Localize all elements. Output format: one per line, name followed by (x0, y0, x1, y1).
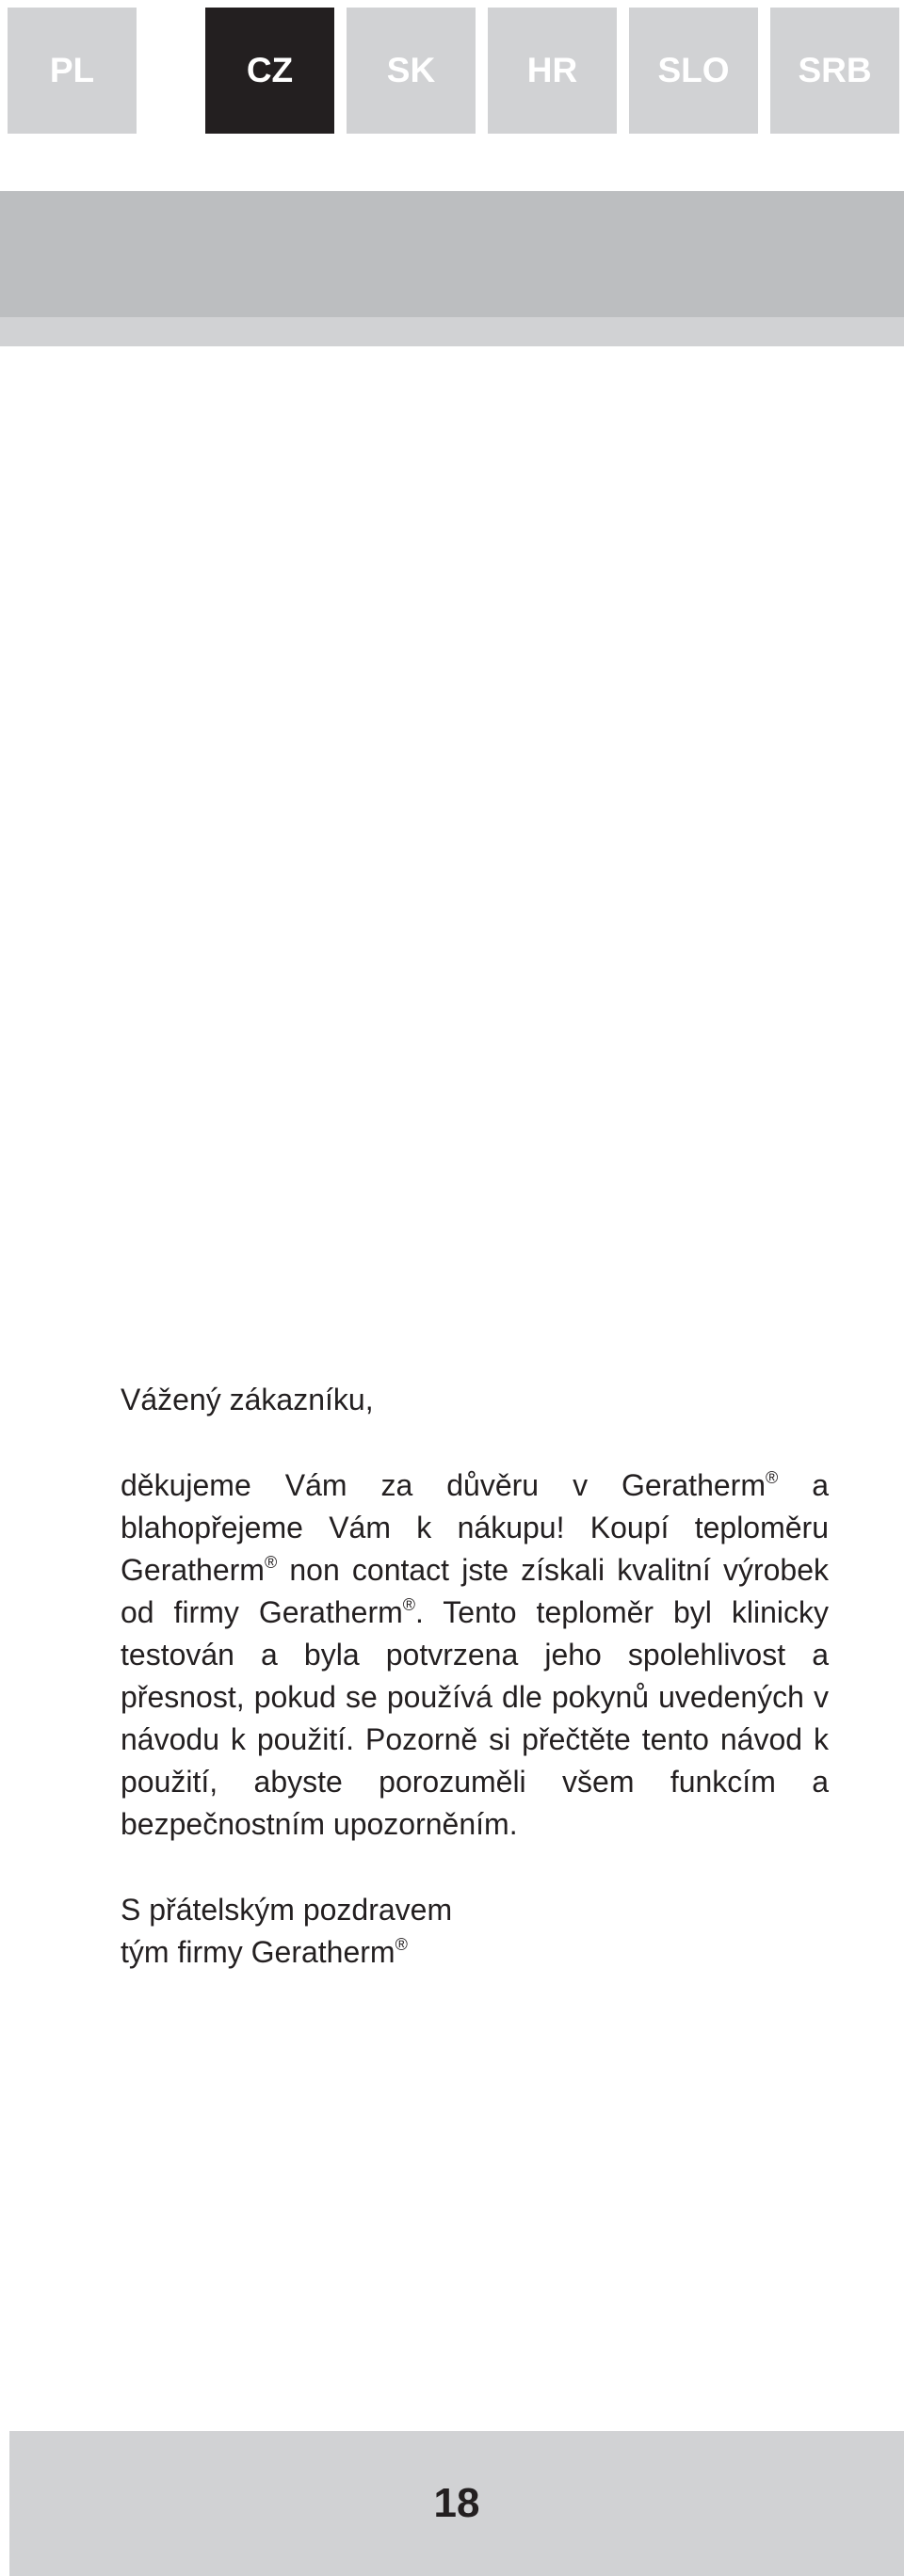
page-number: 18 (433, 2480, 480, 2526)
tab-sk[interactable]: SK (347, 8, 476, 134)
letter-content (121, 1379, 829, 1974)
clinical-test-text: Tento teploměr byl klinicky testován a byla potvrzena jeho spolehlivost a přesnost, pokud se používá dle pokynů uvedených v návodu k použití. (121, 1595, 829, 1756)
purchase-text-b: non contact jste získali kvalitní výrobek od firmy Geratherm (121, 1553, 829, 1629)
tab-hr[interactable]: HR (488, 8, 617, 134)
registered-mark: ® (402, 1595, 416, 1614)
registered-mark: ® (765, 1468, 779, 1487)
signoff-team: tým firmy Geratherm (121, 1935, 396, 1969)
footer-band (9, 2431, 904, 2576)
header-band (0, 191, 904, 317)
thanks-text-a: děkujeme Vám za důvěru v Geratherm (121, 1468, 766, 1502)
purchase-text-a: Koupí teploměru Geratherm (121, 1511, 830, 1587)
letter-body (121, 1464, 829, 1846)
tab-pl[interactable]: PL (8, 8, 137, 134)
tab-srb[interactable]: SRB (770, 8, 899, 134)
thanks-text-b: a blahopřejeme Vám k nákupu! (121, 1468, 829, 1544)
signoff-line-2 (121, 1931, 829, 1974)
header-band-strip (0, 317, 904, 346)
language-tab-bar (0, 0, 904, 141)
greeting: Vážený zákazníku, (121, 1383, 374, 1416)
tab-slo[interactable]: SLO (629, 8, 758, 134)
registered-mark: ® (264, 1553, 278, 1572)
signoff-line-1: S přátelským pozdravem (121, 1893, 453, 1927)
read-manual-text: Pozorně si přečtěte tento návod k použití, abyste porozuměli všem funkcím a bezpečnostním upozorněním. (121, 1722, 829, 1841)
tab-cz[interactable]: CZ (205, 8, 334, 134)
purchase-text-c: . (415, 1595, 424, 1629)
registered-mark: ® (395, 1935, 408, 1954)
